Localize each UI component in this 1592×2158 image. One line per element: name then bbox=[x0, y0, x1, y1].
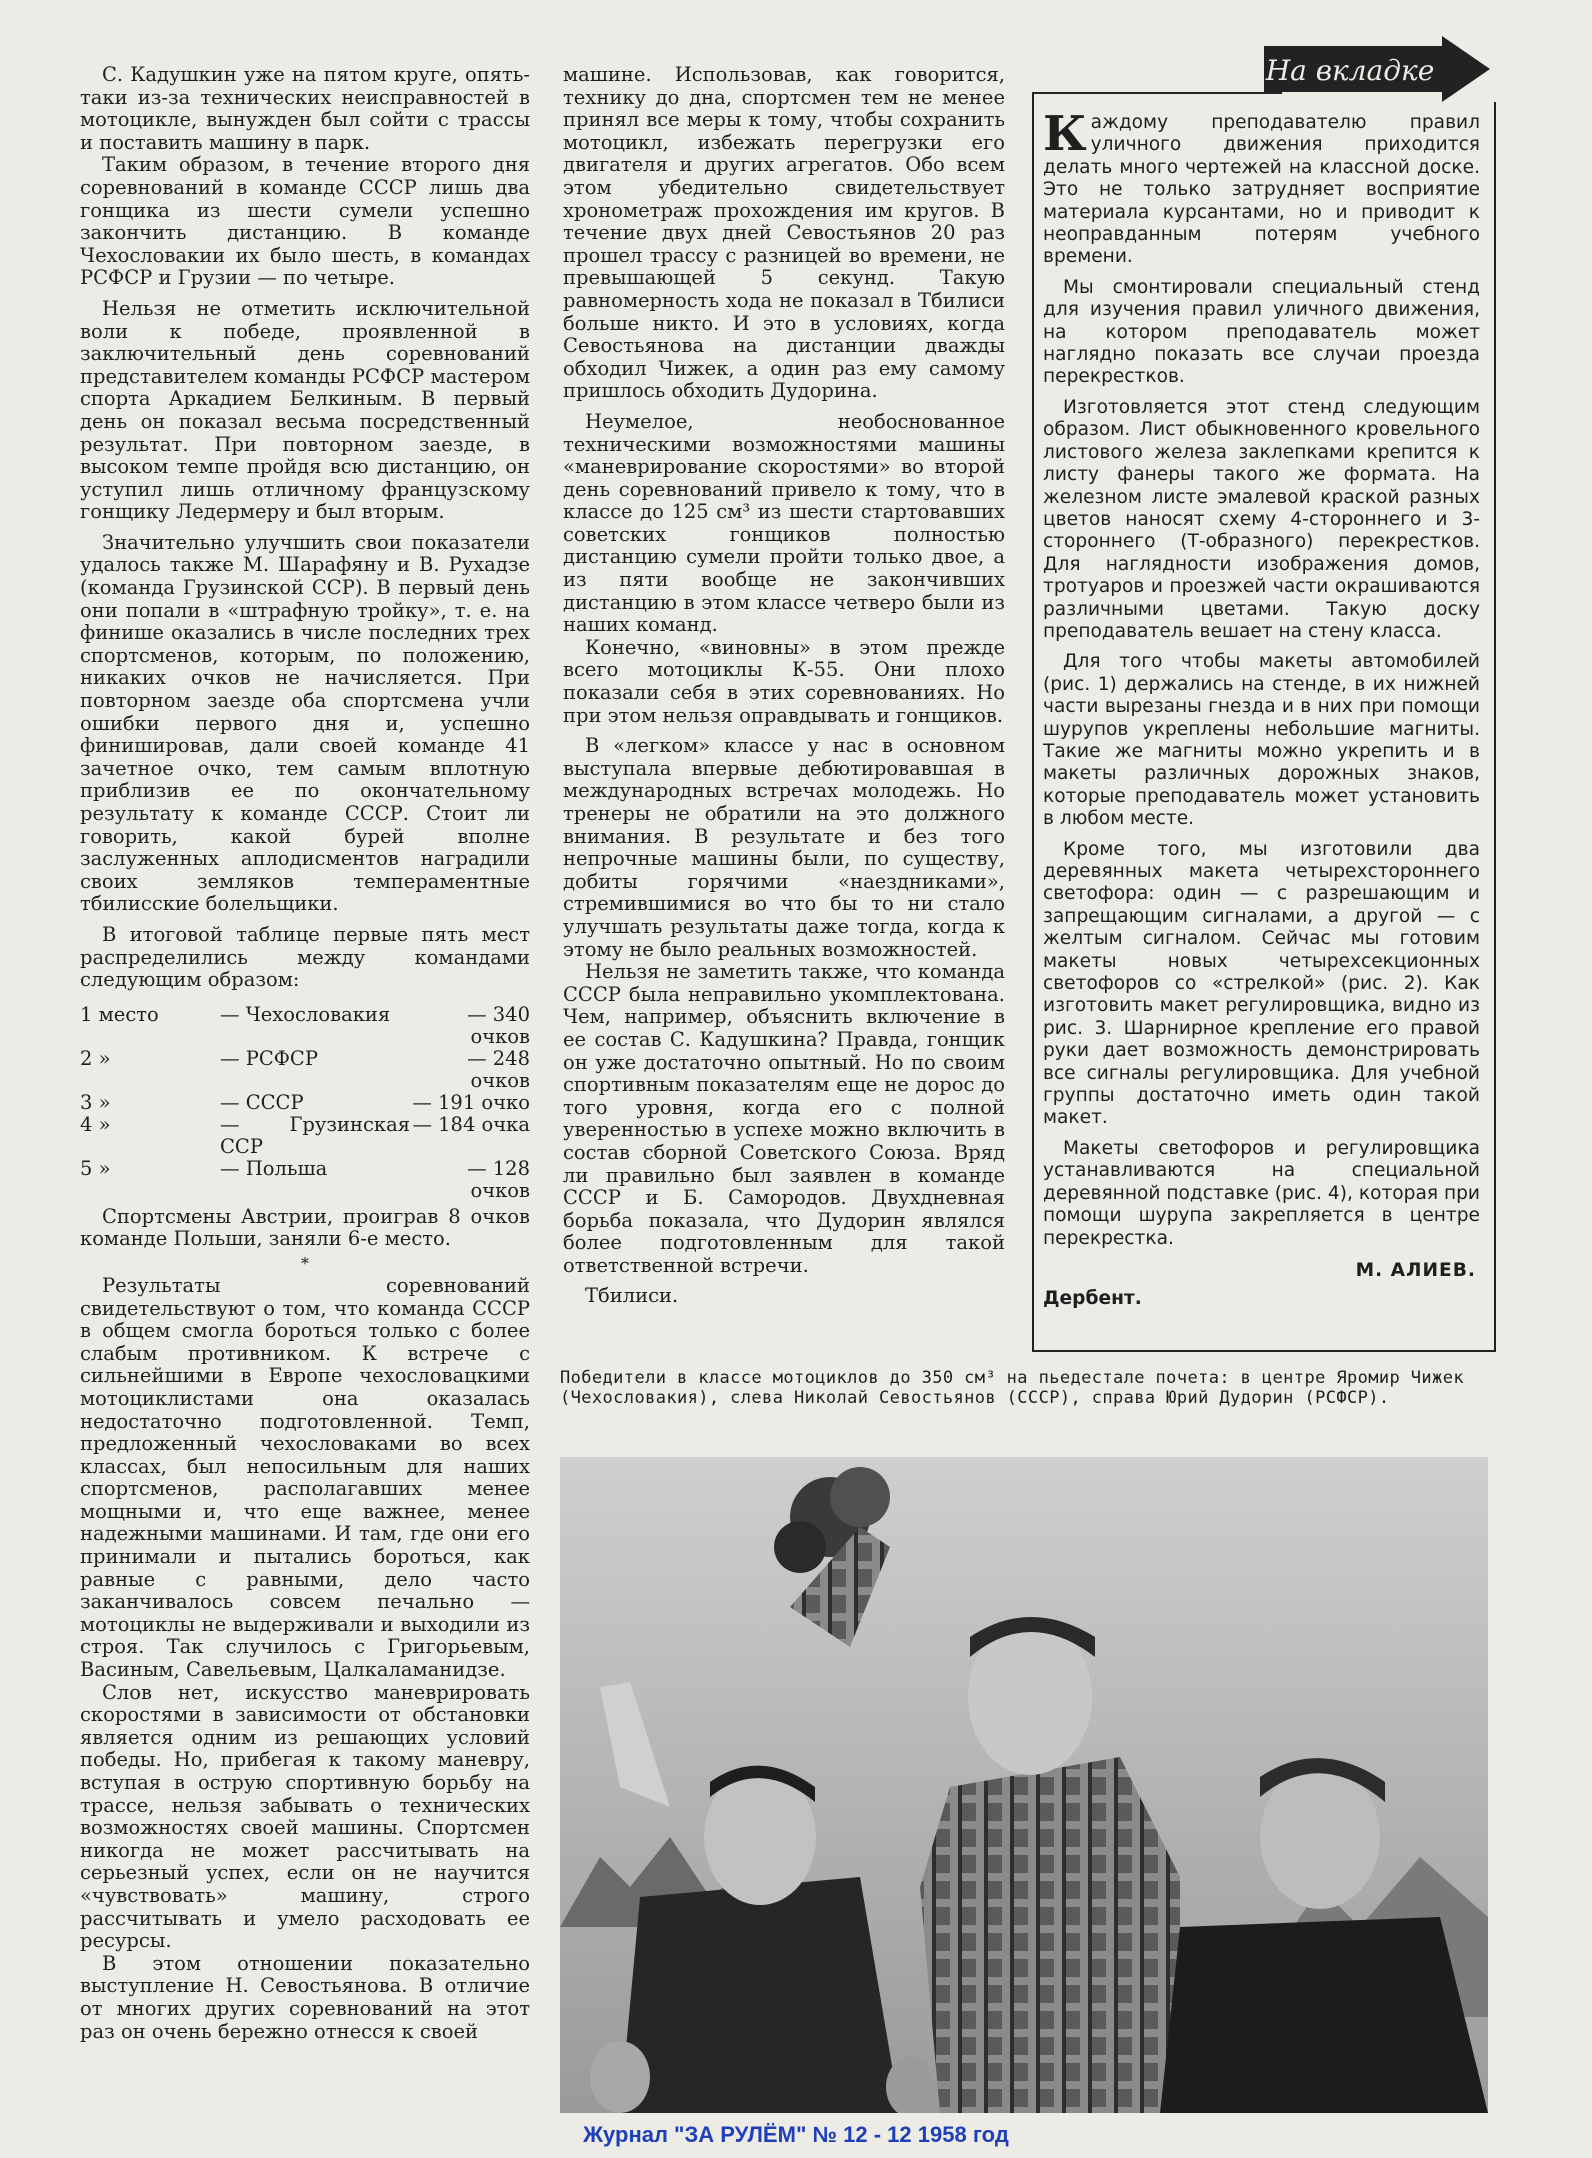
paragraph: Нельзя не заметить также, что команда СССР была неправильно укомплектована. Чем, например, объяснить включение в ее состав С. Кадушкина? Правда, гонщик он уже достаточно опытный. Но по своим спортивным показателям еще не дорос до того уровня, когда его с полной уверенностью в успехе можно включить в состав сборной Советского Союза. Вряд ли правильно был заявлен в команде СССР и Б. Самородов. Двухдневная борьба показала, что Дудорин являлся более подготовленным для такой ответственной встречи. bbox=[563, 960, 1005, 1277]
paragraph: Слов нет, искусство маневрировать скоростями в зависимости от обстановки является одним из решающих условий победы. Но, прибегая к такому маневру, вступая в острую спортивную борьбу на трассе, нельзя забывать о технических возможностях своей машины. Спортсмен никогда не может рассчитывать на серьезный успех, если он не научится «чувствовать» машину, строго рассчитывать и умело расходовать ее ресурсы. bbox=[80, 1680, 530, 1953]
paragraph: В этом отношении показательно выступление Н. Севостьянова. В отличие от многих других соревнований на этот раз он очень бережно отнесся к своей bbox=[80, 1951, 530, 2043]
article-column-2 bbox=[563, 64, 1005, 1308]
arrow-banner-icon bbox=[1264, 36, 1492, 102]
drop-cap: К bbox=[1043, 106, 1087, 162]
header-label: На вкладке bbox=[1265, 54, 1435, 87]
paragraph: Спортсмены Австрии, проиграв 8 очков команде Польши, заняли 6-е место. bbox=[80, 1204, 530, 1251]
paragraph: Неумелое, необоснованное техническими возможностями машины «маневрирование скоростями» во второй день соревнований привело к тому, что в классе до 125 см³ из шести стартовавших советских гонщиков полностью дистанцию сумели пройти только двое, а из пяти вообще не закончивших дистанцию в этом классе четверо были из наших команд. bbox=[563, 409, 1005, 637]
sidebar-article bbox=[1043, 106, 1480, 1311]
standings-row: 1 место — Чехословакия — 340 очков bbox=[80, 1002, 530, 1048]
standings-row: 5 » — Польша — 128 очков bbox=[80, 1156, 530, 1202]
paragraph: Нельзя не отметить исключительной воли к победе, проявленной в заключительный день соревнований представителем команды РСФСР мастером спорта Аркадием Белкиным. В первый день он показал весьма посредственный результат. При повторном заезде, в высоком темпе пройдя всю дистанцию, он уступил лишь отличному французскому гонщику Ледермеру и был вторым. bbox=[80, 296, 530, 524]
paragraph: В итоговой таблице первые пять мест распределились между командами следующим образом: bbox=[80, 922, 530, 992]
paragraph: В «легком» классе у нас в основном выступала впервые дебютировавшая в международных встречах молодежь. Но тренеры не обратили на это должного внимания. В результате и без того непрочные машины были, по существу, добиты горячими «наездниками», стремившимися во что бы то ни стало улучшать результаты даже тогда, когда к этому не было реальных возможностей. bbox=[563, 734, 1005, 961]
paragraph: Макеты светофоров и регулировщика устанавливаются на специальной деревянной подставке (рис. 4), которая при помощи шурупа закрепляется в центре перекрестка. bbox=[1043, 1137, 1480, 1249]
author-name: М. АЛИЕВ. bbox=[1355, 1259, 1476, 1281]
standings-table bbox=[80, 1004, 530, 1202]
paragraph: Для того чтобы макеты автомобилей (рис. 1) держались на стенде, в их нижней части вырезаны гнезда и в них при помощи шурупов укреплены небольшие магниты. Такие же магниты можно укрепить и в макеты различных дорожных знаков, которые преподаватель может установить в любом месте. bbox=[1043, 651, 1480, 830]
paragraph: машине. Использовав, как говорится, технику до дна, спортсмен тем не менее принял все меры к тому, чтобы сохранить мотоцикл, избежать перегрузки его двигателя и других агрегатов. Обо всем этом убедительно свидетельствует хронометраж прохождения им кругов. В течение двух дней Севостьянов 20 раз прошел трассу с разницей во времени, не превышающей 5 секунд. Такую равномерность хода не показал в Тбилиси больше никто. И это в условиях, когда Севостьянова на дистанции дважды обходил Чижек, а один раз ему самому пришлось обходить Дудорина. bbox=[563, 63, 1005, 403]
paragraph: Результаты соревнований свидетельствуют о том, что команда СССР в общем смогла бороться только с более слабым противником. К встрече с сильнейшими в Европе чехословацкими мотоциклистами она оказалась недостаточно подготовленной. Темп, предложенный чехословаками во всех классах, был непосильным для наших спортсменов, располагавших менее мощными и, что еще важнее, менее надежными машинами. И там, где они его принимали и пытались бороться, как равные с равными, дело часто заканчивалось совсем печально — мотоциклы не выдерживали и выходили из строя. Так случилось с Григорьевым, Васиным, Савельевым, Цалкаламанидзе. bbox=[80, 1273, 530, 1682]
podium-photo bbox=[560, 1457, 1488, 2113]
paragraph: Изготовляется этот стенд следующим образом. Лист обыкновенного кровельного листового железа заклепками крепится к листу фанеры такого же формата. На железном листе эмалевой краской разных цветов наносят схему 4-стороннего и 3-стороннего (Т-образного) перекрестков. Для наглядности изображения домов, тротуаров и проезжей части окрашиваются различными цветами. Такую доску преподаватель вешает на стену класса. bbox=[1043, 396, 1480, 642]
photo-caption: Победители в классе мотоциклов до 350 см³ на пьедестале почета: в центре Яромир Чижек (Чехословакия), слева Николай Севостьянов (СССР), справа Юрий Дудорин (РСФСР). bbox=[560, 1368, 1464, 1408]
paragraph: Таким образом, в течение второго дня соревнований в команде СССР лишь два гонщика из шести сумели успешно закончить дистанцию. В команде Чехословакии их было шесть, в командах РСФСР и Грузии — по четыре. bbox=[80, 153, 530, 290]
standings-row: 3 » — СССР — 191 очко bbox=[80, 1090, 530, 1114]
paragraph: Значительно улучшить свои показатели удалось также М. Шарафяну и В. Рухадзе (команда Грузинской ССР). В первый день они попали в «штрафную тройку», т. е. на финише оказались в числе последних трех спортсменов, которым, по положению, никаких очков не начисляется. При повторном заезде оба спортсмена учли ошибки первого дня и, успешно финишировав, дали своей команде 41 зачетное очко, тем самым вплотную приблизив ее по окончательному результату к команде СССР. Стоит ли говорить, какой бурей вполне заслуженных аплодисментов наградили своих земляков темпераментные тбилисские болельщики. bbox=[80, 530, 530, 916]
section-divider: * bbox=[301, 1253, 309, 1273]
article-column-1 bbox=[80, 64, 530, 2043]
paragraph: Кроме того, мы изготовили два деревянных макета четырехстороннего светофора: один — с разрешающим и запрещающим сигналами, а другой — с желтым сигналом. Сейчас мы готовим макеты новых четырехсекционных светофоров со «стрелкой» (рис. 2). Как изготовить макет регулировщика, видно из рис. 3. Шарнирное крепление его правой руки дает возможность демонстрировать все сигналы регулировщика. Для учебной группы достаточно иметь один такой макет. bbox=[1043, 838, 1480, 1129]
footer-source: Журнал "ЗА РУЛЁМ" № 12 - 12 1958 год bbox=[583, 2122, 1009, 2147]
paragraph: С. Кадушкин уже на пятом круге, опять-таки из-за технических неисправностей в мотоцикле, вынужден был сойти с трассы и поставить машину в парк. bbox=[80, 63, 530, 154]
sidebar-header bbox=[1032, 36, 1492, 102]
standings-row: 2 » — РСФСР — 248 очков bbox=[80, 1046, 530, 1092]
paragraph: Конечно, «виновны» в этом прежде всего мотоциклы К-55. Они плохо показали себя в этих соревнованиях. Но при этом нельзя оправдывать и гонщиков. bbox=[563, 635, 1005, 727]
city-signoff: Тбилиси. bbox=[585, 1284, 679, 1308]
paragraph: Мы смонтировали специальный стенд для изучения правил уличного движения, на котором преподаватель может наглядно показать все случаи проезда перекрестков. bbox=[1043, 276, 1480, 388]
author-place: Дербент. bbox=[1043, 1288, 1142, 1310]
standings-row: 4 » — Грузинская ССР — 184 очка bbox=[80, 1112, 530, 1158]
paragraph: Каждому преподавателю правил уличного движения приходится делать много чертежей на классной доске. Это не только затрудняет восприятие материала курсантами, но и приводит к неоправданным потерям учебного времени. bbox=[1043, 106, 1480, 268]
